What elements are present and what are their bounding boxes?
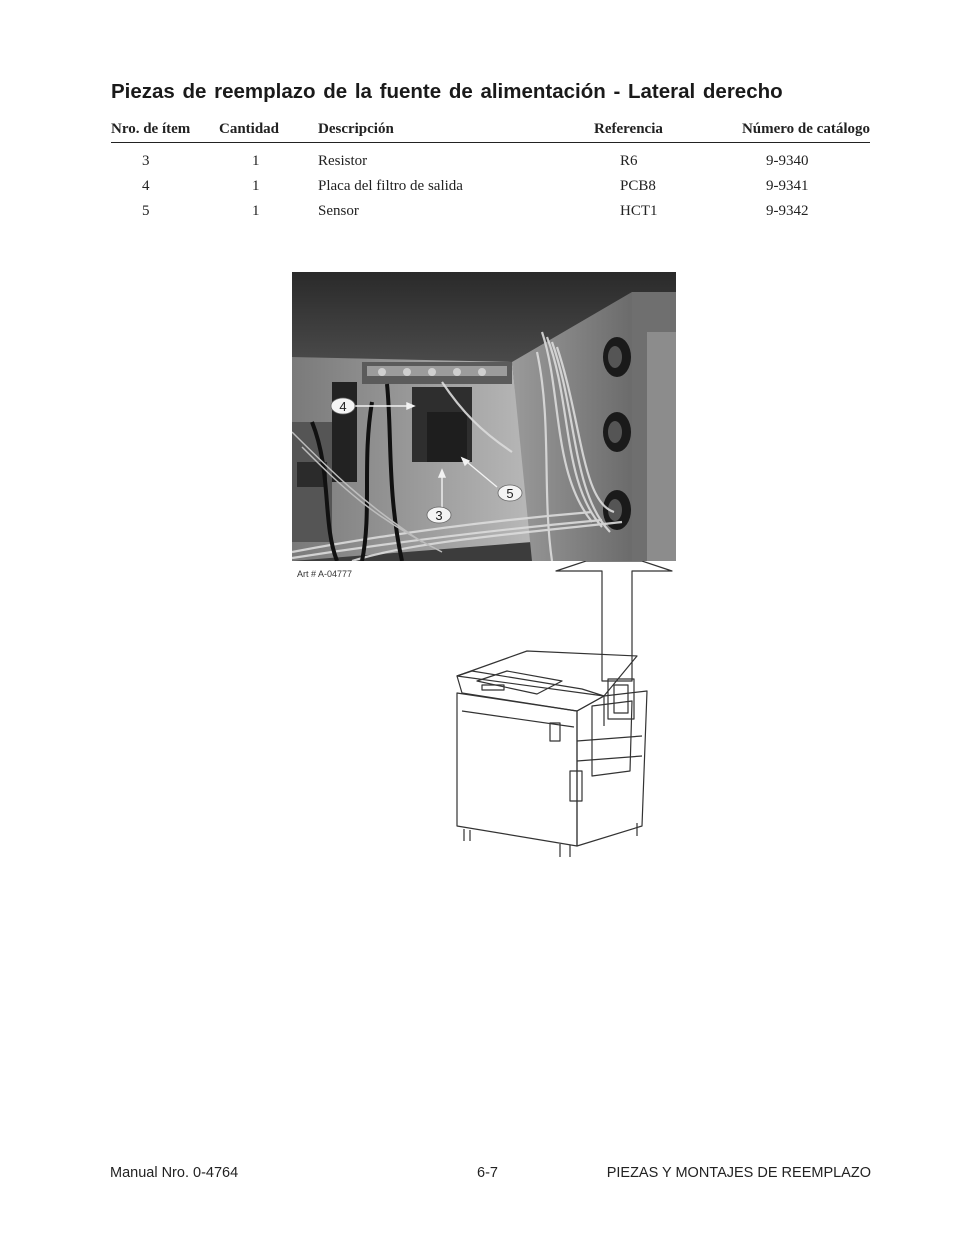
cabinet-line-drawing: [292, 561, 676, 862]
page-title: Piezas de reemplazo de la fuente de alimentación - Lateral derecho: [111, 80, 783, 103]
header-reference: Referencia: [594, 120, 714, 143]
art-number: Art # A-04777: [297, 569, 353, 579]
cell-quantity: 1: [252, 153, 260, 169]
cell-item: 3: [142, 153, 150, 169]
parts-figure: [292, 272, 676, 862]
header-quantity: Cantidad: [219, 120, 318, 143]
cell-reference: PCB8: [620, 178, 656, 194]
footer-manual-number: Manual Nro. 0-4764: [110, 1165, 239, 1181]
cell-reference: HCT1: [620, 203, 658, 219]
callout-4: 4: [339, 399, 347, 414]
cell-description: Resistor: [318, 153, 368, 169]
table-row: [111, 199, 870, 224]
callout-3: 3: [435, 508, 443, 523]
callout-5: 5: [506, 486, 514, 501]
cell-item: 4: [142, 178, 150, 194]
interior-photo-illustration: [292, 272, 676, 561]
table-header-row: [111, 120, 870, 143]
table-row: [111, 174, 870, 199]
cell-description: Sensor: [318, 203, 359, 219]
header-item-number: Nro. de ítem: [111, 120, 219, 143]
cabinet-drawing: [292, 561, 676, 862]
cell-catalog: 9-9340: [766, 153, 809, 169]
table-row: [111, 143, 870, 175]
interior-photo: [292, 272, 676, 561]
cell-catalog: 9-9341: [766, 178, 809, 194]
header-description: Descripción: [318, 120, 594, 143]
cell-catalog: 9-9342: [766, 203, 809, 219]
cell-quantity: 1: [252, 178, 260, 194]
header-catalog-number: Número de catálogo: [714, 120, 870, 143]
cell-item: 5: [142, 203, 150, 219]
footer-page-number: 6-7: [477, 1165, 498, 1181]
parts-table: [111, 120, 870, 224]
cell-description: Placa del filtro de salida: [318, 178, 463, 194]
footer-section-title: PIEZAS Y MONTAJES DE REEMPLAZO: [606, 1165, 871, 1181]
cell-quantity: 1: [252, 203, 260, 219]
cell-reference: R6: [620, 153, 638, 169]
